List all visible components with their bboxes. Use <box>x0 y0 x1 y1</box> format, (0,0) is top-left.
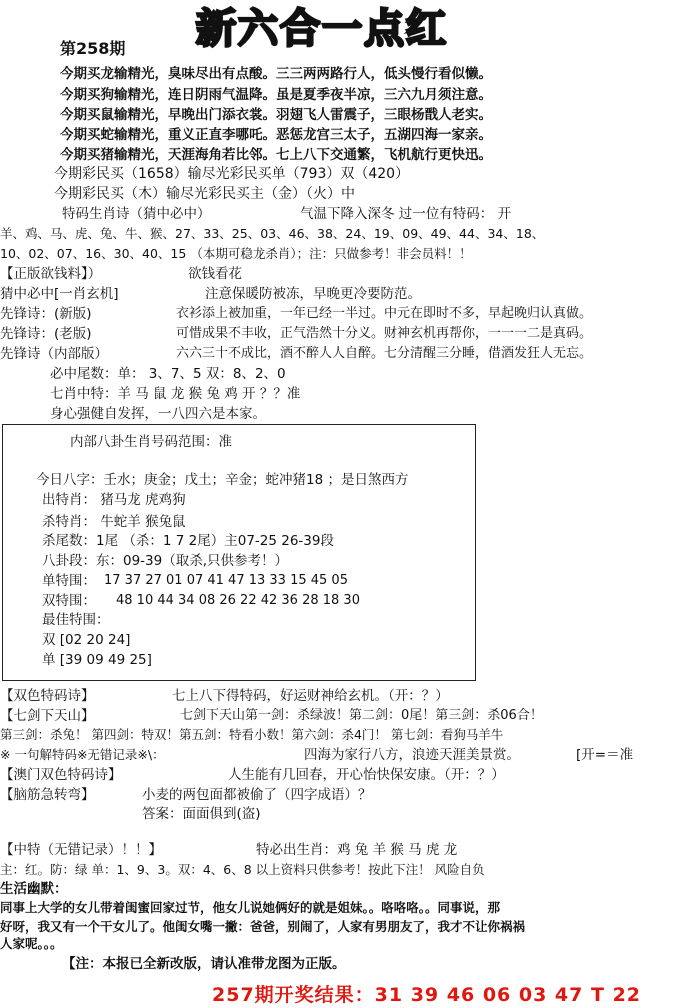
riddle-answer: 答案：面面俱到(盗) <box>142 806 261 822</box>
weishu-line: 杀尾数：1尾 （杀：1 7 2尾）主07-25 26-39段 <box>42 533 334 549</box>
vanguard-internal-label: 先锋诗（内部版） <box>0 346 108 362</box>
seven-sword-label: 【七剑下天山】 <box>0 708 95 724</box>
special-zodiac: 特必出生肖：鸡 兔 羊 猴 马 虎 龙 <box>256 842 458 858</box>
number-list-1: 羊、鸡、马、虎、兔、牛、猴、27、33、25、03、46、38、24、19、09、49、44、34、18、 <box>0 226 545 241</box>
buy-stats-line: 今期彩民买（1658）输尽光彩民买单（793）双（420） <box>54 166 410 182</box>
best-label: 最佳特围： <box>42 612 110 628</box>
special-label: 【中特（无错记录）！！】 <box>0 842 162 858</box>
one-zodiac-label: 猜中必中[一肖玄机] <box>0 286 119 302</box>
draw-result: 257期开奖结果：31 39 46 06 03 47 T 22 <box>212 984 642 1006</box>
element-stats-line: 今期彩民买（木）输尽光彩民买主（金）（火）中 <box>54 186 355 202</box>
poem-line: 今期买鼠输精光，早晚出门添衣裳。羽翅飞人雷震子，三眼杨戬人老实。 <box>60 107 492 123</box>
humor-line: 人家呢。。。 <box>0 936 63 951</box>
riddle-label: 【脑筋急转弯】 <box>0 787 95 803</box>
humor-line: 同事上大学的女儿带着闺蜜回家过节，他女儿说她俩好的就是姐妹。。咯咯咯。。同事说，那 <box>0 900 501 915</box>
vanguard-new-label: 先锋诗：(新版) <box>0 306 92 322</box>
bagua-title: 内部八卦生肖号码范围：准 <box>70 434 232 450</box>
shuang-numbers: 48 10 44 34 08 26 22 42 36 28 18 30 <box>116 593 360 608</box>
seven-zodiac: 七肖中特：羊 马 鼠 龙 猴 兔 鸡 开 ？？准 <box>50 386 301 402</box>
vanguard-old-text: 可惜成果不丰收，正气浩然十分义。财神玄机再帮你，一一一二是真码。 <box>176 326 593 341</box>
chu-line: 出特肖： 猪马龙 虎鸡狗 <box>42 492 186 508</box>
tail-numbers: 必中尾数：单： 3、7、5 双：8、2、0 <box>50 366 286 382</box>
newspaper-title: 新六合一点红 <box>196 6 448 52</box>
vanguard-internal-text: 六六三十不成比，酒不醉人人自醉。七分清醒三分睡，借酒发狂人无忘。 <box>176 346 593 361</box>
main-guard-line: 主：红。防：绿 单：1、9、3。双：4、6、8 以上资料只供参考！按此下注！ 风险自负 <box>0 862 485 877</box>
bagua-line: 八卦段：东：09-39（取杀,只供参考！） <box>42 553 289 569</box>
self-poem: 身心强健自发挥，一八四六是本家。 <box>50 406 266 422</box>
seven-sword-cont: 第三剑：杀兔！ 第四剑：特双！第五剑：特看小数！第六剑：杀4门！ 第七剑：看狗马羊牛 <box>0 727 504 742</box>
vanguard-new-text: 衣衫添上被加重，一年已经一半过。中元在即时不多，早起晚归认真做。 <box>176 306 593 321</box>
seven-sword-text: 七剑下天山第一剑：杀绿波！第二剑：0尾！第三剑：杀06合！ <box>180 708 543 723</box>
humor-line: 好呀，我又有一个干女儿了。他闺女嘴一撇：爸爸，别闹了，人家有男朋友了，我才不让你祸祸 <box>0 919 526 934</box>
color-poem-text: 七上八下得特码，好运财神给玄机。（开：？） <box>172 688 449 704</box>
macau-poem-label: 【澳门双色特码诗】 <box>0 767 122 783</box>
humor-label: 生活幽默： <box>0 881 68 897</box>
one-line-text: 四海为家行八方，浪迹天涯美景赏。 <box>304 747 520 763</box>
zodiac-poem-text: 气温下降入深冬 过一位有特码： 开 <box>300 206 512 222</box>
dan-numbers: 17 37 27 01 07 41 47 13 33 15 45 05 <box>104 573 348 588</box>
riddle-question: 小麦的两包面都被偷了（四字成语）？ <box>142 787 372 803</box>
poem-line: 今期买龙输精光，臭味尽出有点酸。三三两两路行人，低头慢行看似懒。 <box>60 66 492 82</box>
dan-label: 单特围： <box>42 573 96 589</box>
vanguard-old-label: 先锋诗：(老版) <box>0 326 92 342</box>
sha-line: 杀特肖： 牛蛇羊 猴兔鼠 <box>42 514 186 530</box>
best-shuang: 双 [02 20 24] <box>42 632 131 648</box>
color-poem-label: 【双色特码诗】 <box>0 688 95 704</box>
bazi-line: 今日八字：壬水；庚金；戊土；辛金；蛇冲猪18 ；是日煞西方 <box>36 472 409 488</box>
best-dan: 单 [39 09 49 25] <box>42 652 152 668</box>
poem-line: 今期买蛇输精光，重义正直李哪吒。恶惩龙宫三太子，五湖四海一家亲。 <box>60 127 492 143</box>
shuang-label: 双特围： <box>42 593 96 609</box>
poem-line: 今期买狗输精光，连日阴雨气温降。虽是夏季夜半凉，三六九月须注意。 <box>60 87 492 103</box>
notice-line: 【注：本报已全新改版，请认准带龙图为正版。 <box>62 956 346 972</box>
issue-number: 第258期 <box>60 39 126 58</box>
number-list-2: 10、02、07、16、30、40、15 （本期可稳龙杀肖）；注：只做参考！非会员料！！ <box>0 246 472 261</box>
macau-poem-text: 人生能有几回春，开心怡快保安康。（开：？） <box>228 767 505 783</box>
genuine-text: 欲钱看花 <box>188 266 242 282</box>
one-line-label: ※ 一句解特码※无错记录※\： <box>0 747 165 762</box>
one-zodiac-text: 注意保暖防被冻，早晚更冷要防范。 <box>205 286 421 302</box>
poem-line: 今期买猪输精光，天涯海角若比邻。七上八下交通繁，飞机航行更快迅。 <box>60 147 492 163</box>
genuine-label: 【正版欲钱料】） <box>0 266 102 282</box>
zodiac-poem-label: 特码生肖诗（猜中必中） <box>62 206 211 222</box>
one-line-open: [开=＝准 <box>576 747 634 763</box>
